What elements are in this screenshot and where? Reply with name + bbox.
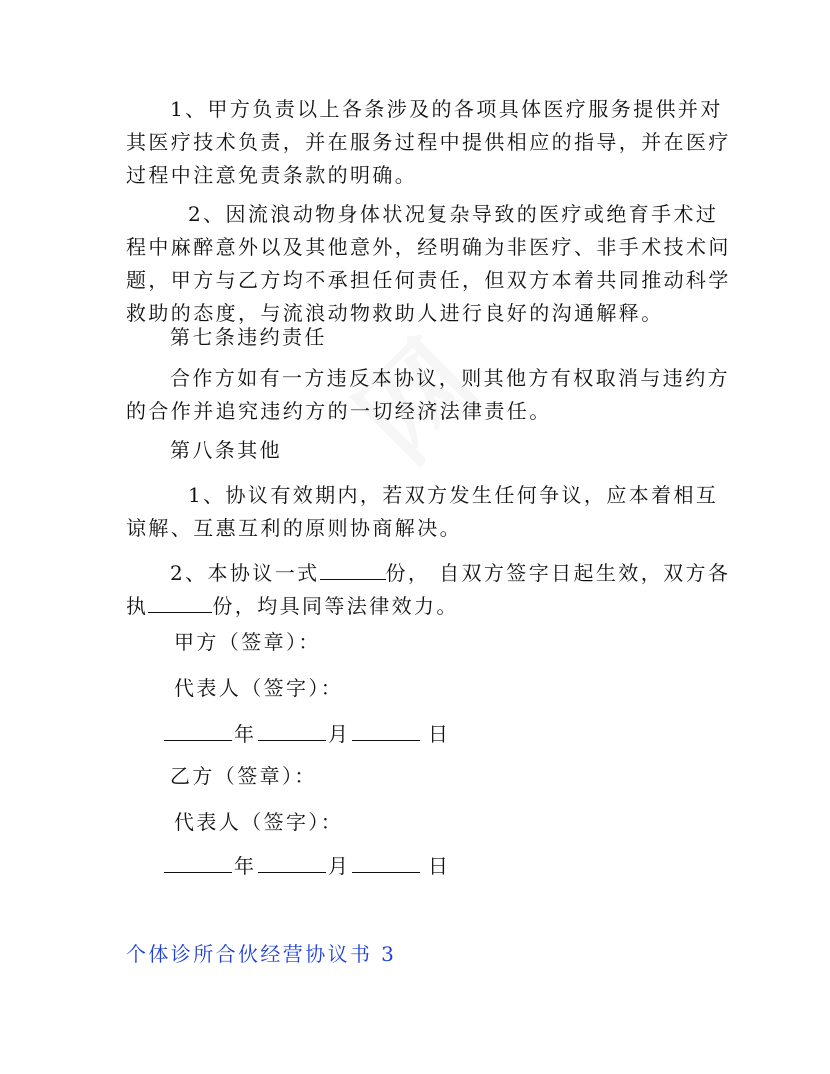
next-agreement-title-link[interactable]: 个体诊所合伙经营协议书 3: [126, 942, 397, 966]
text-line: 2、因流浪动物身体状况复杂导致的医疗或绝育手术过: [188, 202, 719, 226]
text-line: 1、协议有效期内，若双方发生任何争议，应本着相互: [188, 483, 719, 507]
day-blank: [352, 722, 420, 741]
text-line: 救助的态度，与流浪动物救助人进行良好的沟通解释。: [126, 301, 664, 325]
year-blank: [164, 854, 232, 873]
copies-each-blank: [148, 594, 212, 613]
day-label: 日: [428, 722, 450, 746]
article-7-heading: 第七条违约责任: [170, 325, 327, 349]
party-b-representative: 代表人（签字）：: [174, 810, 344, 834]
text-line: [126, 557, 731, 590]
party-a-seal: 甲方（签章）：: [174, 630, 321, 654]
text-line: 程中麻醉意外以及其他意外，经明确为非医疗、非手术技术问: [126, 235, 731, 259]
text-line: 过程中注意免责条款的明确。: [126, 163, 418, 187]
text-segment: 份， 自双方签字日起生效，双方各: [385, 561, 731, 585]
text-line: 1、甲方负责以上各条涉及的各项具体医疗服务提供并对: [170, 97, 723, 121]
party-a-representative: 代表人（签字）：: [174, 676, 344, 700]
text-line: 合作方如有一方违反本协议，则其他方有权取消与违约方: [170, 366, 730, 390]
month-label: 月: [328, 854, 350, 878]
text-segment: 份，均具同等法律效力。: [212, 594, 459, 618]
text-line: [126, 590, 706, 623]
year-label: 年: [234, 722, 256, 746]
year-blank: [164, 722, 232, 741]
month-blank: [258, 854, 326, 873]
month-blank: [258, 722, 326, 741]
text-line: 谅解、互惠互利的原则协商解决。: [126, 516, 462, 540]
month-label: 月: [328, 722, 350, 746]
text-segment: 执: [126, 594, 149, 618]
day-blank: [352, 854, 420, 873]
article-7-paragraph: [126, 362, 730, 428]
party-b-date: [164, 850, 452, 883]
party-a-date: [164, 718, 452, 751]
clause-8-1-paragraph: [126, 479, 719, 545]
year-label: 年: [234, 854, 256, 878]
party-b-seal: 乙方（签章）：: [170, 764, 317, 788]
text-line: 其医疗技术负责，并在服务过程中提供相应的指导，并在医疗: [126, 130, 731, 154]
clause-8-2-paragraph: [126, 557, 731, 623]
text-line: 题，甲方与乙方均不承担任何责任，但双方本着共同推动科学: [126, 268, 731, 292]
text-segment: 2、本协议一式: [170, 561, 320, 585]
clause-1-paragraph: [126, 93, 731, 192]
day-label: 日: [428, 854, 450, 878]
copies-blank: [320, 561, 386, 580]
article-8-heading: 第八条其他: [170, 438, 282, 462]
text-line: 的合作并追究违约方的一切经济法律责任。: [126, 399, 552, 423]
clause-2-paragraph: [126, 198, 731, 330]
